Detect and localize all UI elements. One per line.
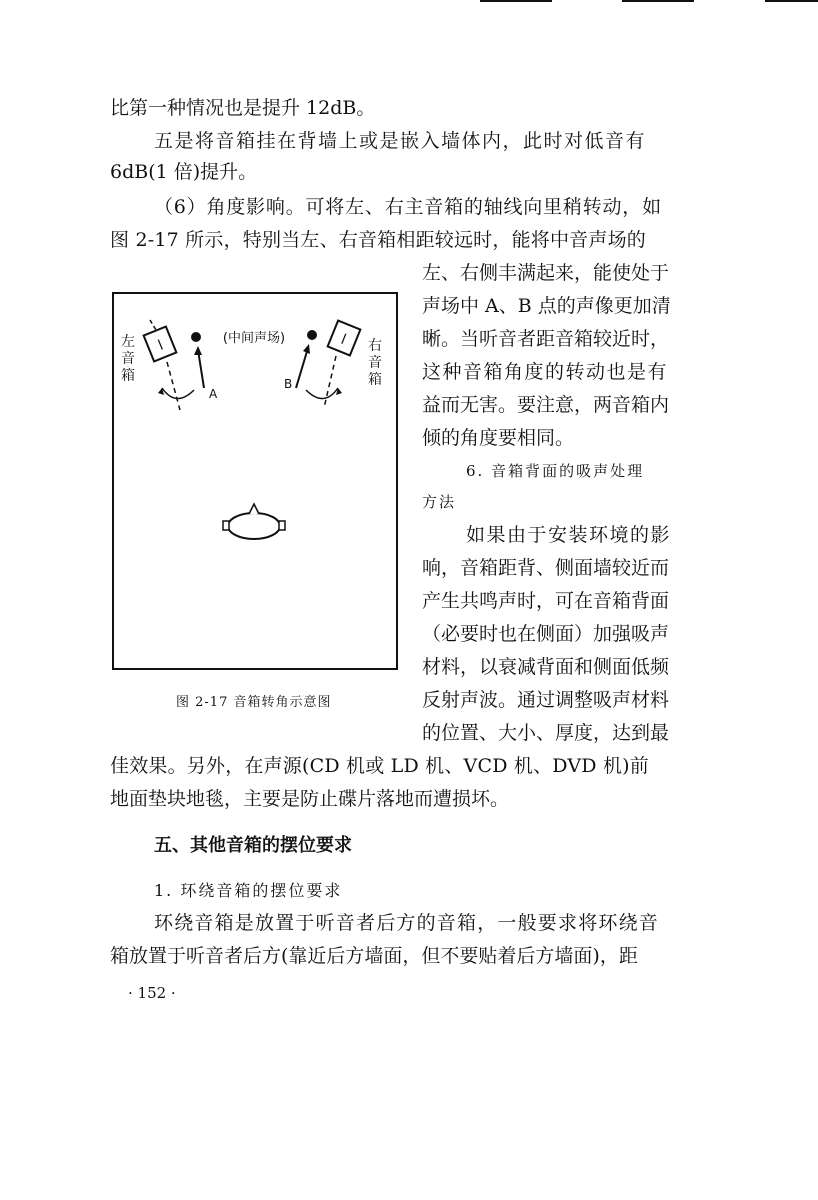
- point-a-label: A: [209, 387, 218, 401]
- right-center-point: [307, 330, 317, 340]
- side2-line-6: 反射声波。通过调整吸声材料: [422, 689, 670, 711]
- arrow-b-head-icon: [303, 344, 310, 354]
- side-line-4: 这种音箱角度的转动也是有: [422, 361, 669, 383]
- left-center-point: [191, 332, 201, 342]
- left-axis-line: [167, 362, 180, 410]
- side2-line-2: 响，音箱距背、侧面墙较近而: [422, 557, 670, 579]
- right-rotation-arc: [306, 388, 338, 399]
- arrow-b-line: [296, 348, 308, 388]
- after-line-1: 佳效果。另外，在声源(CD 机或 LD 机、VCD 机、DVD 机)前: [110, 755, 649, 777]
- page-number: · 152 ·: [128, 984, 176, 1002]
- side2-line-3: 产生共鸣声时，可在音箱背面: [422, 590, 670, 612]
- left-axis-top: [150, 320, 156, 330]
- header-rule-3: [765, 0, 818, 2]
- closing-line-2: 箱放置于听音者后方(靠近后方墙面，但不要贴着后方墙面)，距: [110, 945, 638, 967]
- after-line-2: 地面垫块地毯，主要是防止碟片落地而遭损坏。: [110, 788, 510, 810]
- left-speaker-icon: [144, 327, 177, 362]
- subsection-1-heading: 1. 环绕音箱的摆位要求: [154, 881, 343, 900]
- right-axis-line: [324, 356, 336, 408]
- subsection-6-heading: 6. 音箱背面的吸声处理: [466, 462, 645, 480]
- point-b-label: B: [284, 377, 293, 391]
- center-field-label: (中间声场): [222, 331, 286, 346]
- right-speaker-label: 右音箱: [368, 338, 382, 388]
- side2-line-5: 材料，以衰减背面和侧面低频: [422, 656, 670, 678]
- body-line-3: 6dB(1 倍)提升。: [110, 161, 258, 183]
- side2-line-7: 的位置、大小、厚度，达到最: [422, 722, 670, 744]
- right-speaker-icon: [328, 321, 361, 356]
- speaker-angle-diagram: [112, 292, 398, 670]
- listener-icon: [223, 504, 285, 539]
- closing-line-1: 环绕音箱是放置于听音者后方的音箱，一般要求将环绕音: [154, 912, 660, 934]
- arrow-a-head-icon: [194, 346, 202, 355]
- body-line-1: 比第一种情况也是提升 12dB。: [110, 97, 376, 119]
- header-rule-1: [480, 0, 552, 2]
- body-line-4: （6）角度影响。可将左、右主音箱的轴线向里稍转动，如: [154, 196, 662, 218]
- right-box-label: l: [338, 331, 349, 349]
- body-line-2: 五是将音箱挂在背墙上或是嵌入墙体内，此时对低音有: [154, 130, 647, 152]
- subsection-6-heading-cont: 方法: [422, 493, 457, 511]
- section-heading: 五、其他音箱的摆位要求: [154, 835, 352, 856]
- arrow-a-line: [198, 350, 204, 388]
- left-box-label: l: [155, 337, 166, 355]
- side-line-2: 声场中 A、B 点的声像更加清: [422, 295, 671, 317]
- body-line-5: 图 2-17 所示，特别当左、右音箱相距较远时，能将中音声场的: [110, 229, 646, 251]
- left-speaker-label: 左音箱: [121, 334, 135, 384]
- side-line-3: 晰。当听音者距音箱较近时，: [422, 328, 670, 350]
- side2-line-1: 如果由于安装环境的影: [466, 524, 672, 546]
- figure-caption: 图 2-17 音箱转角示意图: [176, 695, 332, 710]
- side-line-6: 倾的角度要相同。: [422, 427, 575, 449]
- left-rotation-arc: [162, 388, 194, 399]
- speaker-angle-figure: [112, 292, 398, 670]
- header-rule-2: [622, 0, 694, 2]
- side-line-1: 左、右侧丰满起来，能使处于: [422, 262, 670, 284]
- side-line-5: 益而无害。要注意，两音箱内: [422, 394, 670, 416]
- side2-line-4: （必要时也在侧面）加强吸声: [422, 623, 670, 645]
